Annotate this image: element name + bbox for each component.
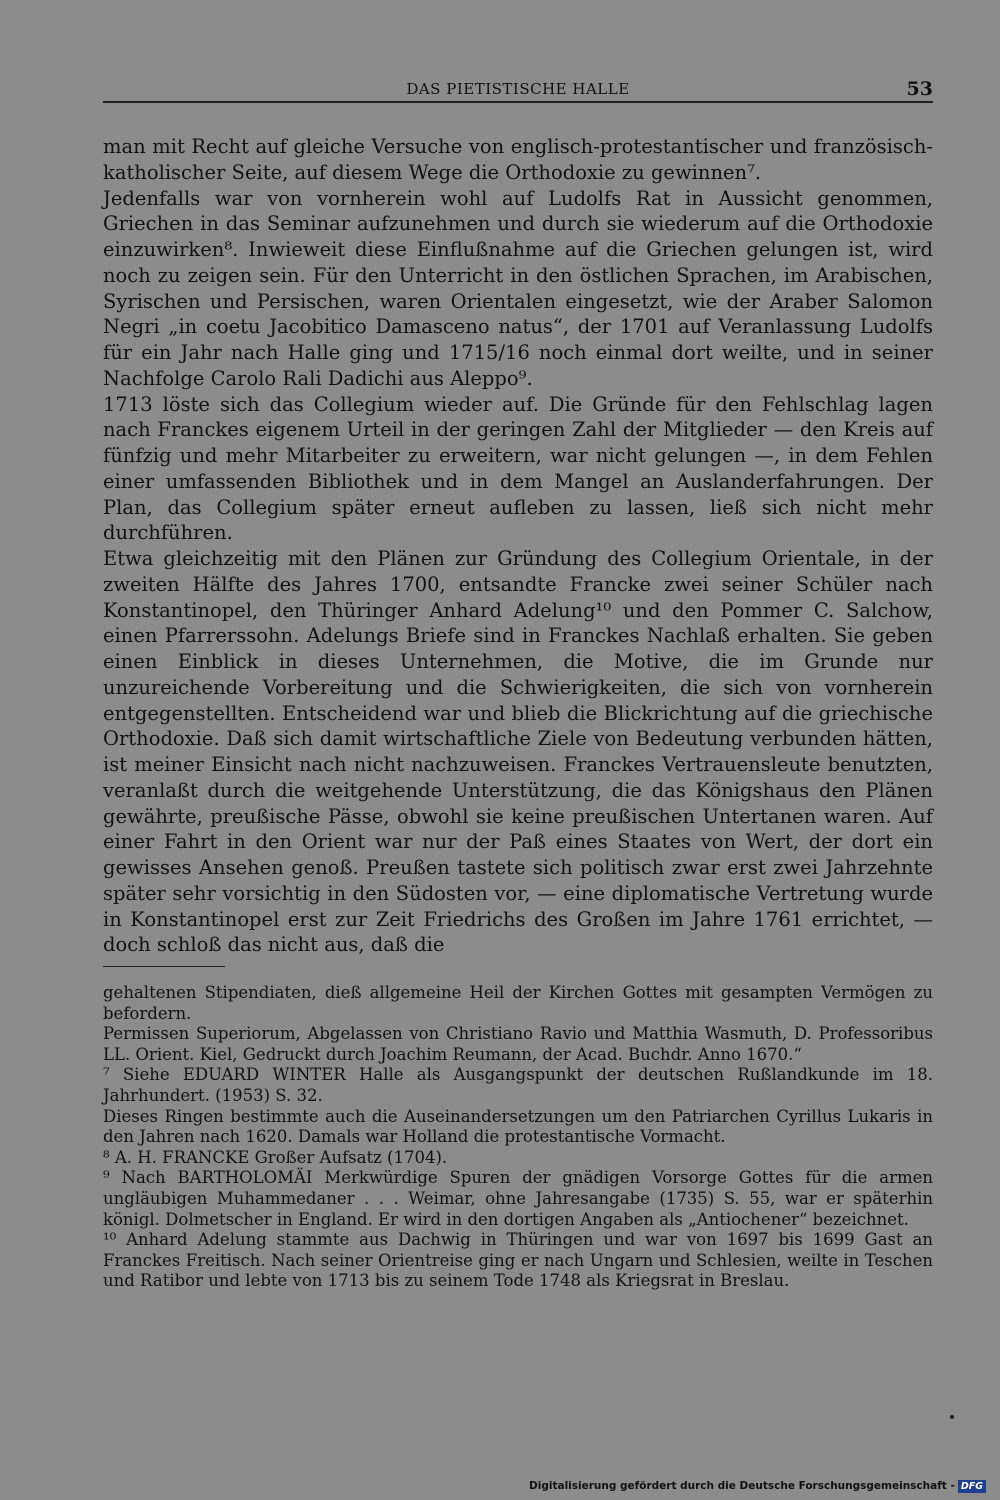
- footnote: ⁹ Nach BARTHOLOMÄI Merkwürdige Spuren der gnädigen Vorsorge Gottes für die armen ungläubigen Muhammedaner . . . Weimar, ohne Jahresangabe (1735) S. 55, war er späterhin königl. Dolmetscher in England. Er wird in den dortigen Angaben als „Antiochener“ bezeichnet.: [103, 1168, 933, 1229]
- paragraph: Etwa gleichzeitig mit den Plänen zur Gründung des Collegium Orientale, in der zweiten Hälfte des Jahres 1700, entsandte Francke zwei seiner Schüler nach Konstantinopel, den Thüringer Anhard Adelung¹⁰ und den Pommer C. Salchow, einen Pfarrerssohn. Adelungs Briefe sind in Franckes Nachlaß erhalten. Sie geben einen Einblick in dieses Unternehmen, die Motive, die im Grunde nur unzureichende Vorbereitung und die Schwierigkeiten, die sich von vornherein entgegenstellten. Entscheidend war und blieb die Blickrichtung auf die griechische Orthodoxie. Daß sich damit wirtschaftliche Ziele von Bedeutung verbunden hätten, ist meiner Einsicht nach nicht nachzuweisen. Franckes Vertrauensleute benutzten, veranlaßt durch die weitgehende Unterstützung, die das Königshaus den Plänen gewährte, preußische Pässe, obwohl sie keine preußischen Untertanen waren. Auf einer Fahrt in den Orient war nur der Paß eines Staates von Wert, der dort ein gewisses Ansehen genoß. Preußen tastete sich politisch zwar erst zwei Jahrzehnte später sehr vorsichtig in den Südosten vor, — eine diplomatische Vertretung wurde in Konstantinopel erst zur Zeit Friedrichs des Großen im Jahre 1761 errichtet, — doch schloß das nicht aus, daß die: [103, 547, 933, 957]
- scan-speck: [950, 1415, 954, 1419]
- page-number: 53: [906, 78, 933, 100]
- running-title: DAS PIETISTISCHE HALLE: [406, 80, 630, 98]
- footnotes: [103, 983, 933, 1292]
- running-header: [103, 80, 933, 102]
- digitization-credit: [529, 1478, 986, 1494]
- paragraph: Jedenfalls war von vornherein wohl auf Ludolfs Rat in Aussicht genommen, Griechen in das Seminar aufzunehmen und durch sie wiederum auf die Orthodoxie einzuwirken⁸. Inwieweit diese Einflußnahme auf die Griechen gelungen ist, wird noch zu zeigen sein. Für den Unterricht in den östlichen Sprachen, im Arabischen, Syrischen und Persischen, waren Orientalen eingesetzt, wie der Araber Salomon Negri „in coetu Jacobitico Damasceno natus“, der 1701 auf Veranlassung Ludolfs für ein Jahr nach Halle ging und 1715/16 noch einmal dort weilte, und in seiner Nachfolge Carolo Rali Dadichi aus Aleppo⁹.: [103, 186, 933, 390]
- paragraph: 1713 löste sich das Collegium wieder auf. Die Gründe für den Fehlschlag lagen nach Franckes eigenem Urteil in der geringen Zahl der Mitglieder — den Kreis auf fünfzig und mehr Mitarbeiter zu erweitern, war nicht gelungen —, in dem Fehlen einer umfassenden Bibliothek und in dem Mangel an Auslanderfahrungen. Der Plan, das Collegium später erneut aufleben zu lassen, ließ sich nicht mehr durchführen.: [103, 392, 933, 545]
- header-divider: [103, 101, 933, 103]
- paragraph: man mit Recht auf gleiche Versuche von englisch-protestantischer und französisch-katholischer Seite, auf diesem Wege die Orthodoxie zu gewinnen⁷.: [103, 135, 933, 184]
- footnote: ⁷ Siehe EDUARD WINTER Halle als Ausgangspunkt der deutschen Rußlandkunde im 18. Jahrhundert. (1953) S. 32.: [103, 1065, 933, 1105]
- footnote: gehaltenen Stipendiaten, dieß allgemeine Heil der Kirchen Gottes mit gesampten Vermögen zu befordern.: [103, 983, 933, 1023]
- footnote: Dieses Ringen bestimmte auch die Auseinandersetzungen um den Patriarchen Cyrillus Lukaris in den Jahren nach 1620. Damals war Holland die protestantische Vormacht.: [103, 1106, 933, 1147]
- footnote: Permissen Superiorum, Abgelassen von Christiano Ravio und Matthia Wasmuth, D. Professoribus LL. Orient. Kiel, Gedruckt durch Joachim Reumann, der Acad. Buchdr. Anno 1670.“: [103, 1024, 933, 1064]
- credit-text: Digitalisierung gefördert durch die Deutsche Forschungsgemeinschaft -: [529, 1480, 955, 1492]
- footnote: ⁸ A. H. FRANCKE Großer Aufsatz (1704).: [103, 1147, 448, 1167]
- main-text: [103, 134, 933, 958]
- dfg-logo: DFG: [958, 1480, 986, 1493]
- footnote: ¹⁰ Anhard Adelung stammte aus Dachwig in Thüringen und war von 1697 bis 1699 Gast an Franckes Freitisch. Nach seiner Orientreise ging er nach Ungarn und Schlesien, weilte in Teschen und Ratibor und lebte von 1713 bis zu seinem Tode 1748 als Kriegsrat in Breslau.: [103, 1230, 933, 1291]
- footnote-divider: [103, 966, 225, 967]
